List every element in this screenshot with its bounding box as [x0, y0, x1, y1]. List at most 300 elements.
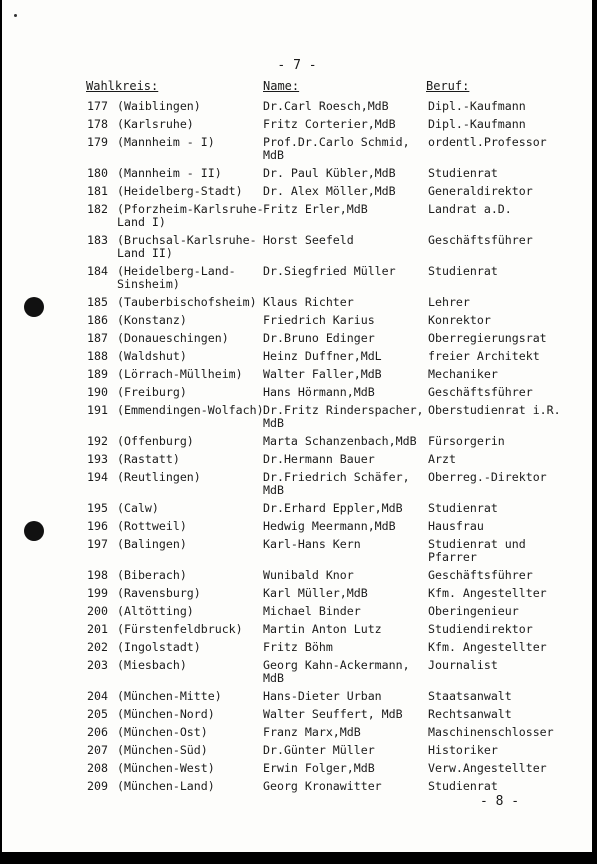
cell-text-line2: MdB: [263, 416, 284, 430]
cell-text: 190: [87, 385, 108, 399]
cell-text: (Reutlingen): [117, 470, 201, 484]
row-name: [263, 623, 382, 636]
row-wahlkreis: [117, 350, 187, 363]
candidate-row: [2, 453, 592, 471]
row-number: [87, 587, 108, 600]
candidate-row: [2, 167, 592, 185]
cell-text: Studiendirektor: [428, 622, 533, 636]
row-number: [87, 471, 108, 484]
cell-text: (München-Land): [117, 779, 215, 793]
row-number: [87, 386, 108, 399]
cell-text: Dr.Fritz Rinderspacher,: [263, 403, 424, 417]
row-number: [87, 605, 108, 618]
cell-text: 189: [87, 367, 108, 381]
candidate-row: [2, 136, 592, 167]
cell-text: 204: [87, 689, 108, 703]
row-beruf: [428, 623, 533, 636]
cell-text: 201: [87, 622, 108, 636]
candidate-row: [2, 605, 592, 623]
cell-text: Dipl.-Kaufmann: [428, 117, 526, 131]
row-beruf: [428, 520, 484, 533]
cell-text: Studienrat: [428, 501, 498, 515]
row-name: [263, 332, 375, 345]
cell-text: (Ingolstadt): [117, 640, 201, 654]
header-name: Name:: [263, 79, 300, 93]
cell-text: (Mannheim - I): [117, 135, 215, 149]
row-wahlkreis: [117, 296, 257, 309]
cell-text: Historiker: [428, 743, 498, 757]
row-number: [87, 623, 108, 636]
row-number: [87, 641, 108, 654]
row-name: [263, 296, 354, 309]
header-beruf: Beruf:: [426, 79, 470, 93]
row-name: [263, 762, 375, 775]
cell-text: 191: [87, 403, 108, 417]
document-page: [2, 0, 592, 852]
row-wahlkreis: [117, 502, 159, 515]
cell-text: Marta Schanzenbach,MdB: [263, 434, 417, 448]
row-beruf: [428, 167, 498, 180]
cell-text: (Waiblingen): [117, 99, 201, 113]
cell-text: Horst Seefeld: [263, 233, 354, 247]
row-wahlkreis: [117, 520, 187, 533]
row-wahlkreis: [117, 386, 187, 399]
cell-text: (München-Ost): [117, 725, 208, 739]
cell-text: Michael Binder: [263, 604, 361, 618]
cell-text: Generaldirektor: [428, 184, 533, 198]
cell-text: (Mannheim - II): [117, 166, 222, 180]
cell-text: Dr.Bruno Edinger: [263, 331, 375, 345]
cell-text: Georg Kronawitter: [263, 779, 382, 793]
punch-hole: [24, 297, 44, 317]
cell-text: (Donaueschingen): [117, 331, 229, 345]
row-beruf: [428, 605, 519, 618]
scan-speck: [14, 14, 17, 17]
cell-text: Walter Faller,MdB: [263, 367, 382, 381]
row-beruf: [428, 471, 547, 484]
cell-text: Studienrat: [428, 264, 498, 278]
cell-text: (Karlsruhe): [117, 117, 194, 131]
cell-text: 177: [87, 99, 108, 113]
cell-text: (Pforzheim-Karlsruhe-: [117, 202, 264, 216]
cell-text: Lehrer: [428, 295, 470, 309]
cell-text: Dr.Carl Roesch,MdB: [263, 99, 389, 113]
row-beruf: [428, 404, 561, 417]
cell-text: Martin Anton Lutz: [263, 622, 382, 636]
row-name: [263, 538, 361, 551]
candidate-list: [2, 100, 592, 798]
row-beruf: [428, 708, 512, 721]
candidate-row: [2, 538, 592, 569]
cell-text: Kfm. Angestellter: [428, 586, 547, 600]
row-number: [87, 520, 108, 533]
candidate-row: [2, 587, 592, 605]
row-number: [87, 234, 108, 247]
row-number: [87, 118, 108, 131]
cell-text: Dr. Alex Möller,MdB: [263, 184, 396, 198]
cell-text: Karl-Hans Kern: [263, 537, 361, 551]
cell-text: Konrektor: [428, 313, 491, 327]
row-number: [87, 265, 108, 278]
cell-text: 187: [87, 331, 108, 345]
cell-text: 182: [87, 202, 108, 216]
row-wahlkreis: [117, 641, 201, 654]
row-beruf: [428, 502, 498, 515]
cell-text: Dr. Paul Kübler,MdB: [263, 166, 396, 180]
row-beruf: [428, 350, 540, 363]
cell-text: (Lörrach-Müllheim): [117, 367, 243, 381]
cell-text: freier Architekt: [428, 349, 540, 363]
candidate-row: [2, 185, 592, 203]
row-name: [263, 780, 382, 793]
cell-text-line2: MdB: [263, 148, 284, 162]
row-wahlkreis: [117, 762, 215, 775]
row-beruf: [428, 265, 498, 278]
row-beruf: [428, 587, 547, 600]
cell-text: Hausfrau: [428, 519, 484, 533]
row-number: [87, 332, 108, 345]
row-wahlkreis: [117, 332, 229, 345]
cell-text: Geschäftsführer: [428, 233, 533, 247]
row-number: [87, 708, 108, 721]
cell-text: Friedrich Karius: [263, 313, 375, 327]
cell-text: Oberreg.-Direktor: [428, 470, 547, 484]
cell-text: Journalist: [428, 658, 498, 672]
cell-text: 202: [87, 640, 108, 654]
row-name: [263, 708, 403, 721]
candidate-row: [2, 744, 592, 762]
candidate-row: [2, 726, 592, 744]
cell-text: (Freiburg): [117, 385, 187, 399]
cell-text: Fritz Corterier,MdB: [263, 117, 396, 131]
cell-text: Klaus Richter: [263, 295, 354, 309]
row-wahlkreis: [117, 569, 187, 582]
cell-text: Hans Hörmann,MdB: [263, 385, 375, 399]
cell-text: 200: [87, 604, 108, 618]
candidate-row: [2, 762, 592, 780]
row-beruf: [428, 314, 491, 327]
row-name: [263, 167, 396, 180]
cell-text: Studienrat: [428, 779, 498, 793]
candidate-row: [2, 332, 592, 350]
candidate-row: [2, 314, 592, 332]
cell-text: (Miesbach): [117, 658, 187, 672]
row-wahlkreis: [117, 659, 187, 672]
cell-text: (Ravensburg): [117, 586, 201, 600]
row-number: [87, 569, 108, 582]
candidate-row: [2, 520, 592, 538]
cell-text: 195: [87, 501, 108, 515]
cell-text: 188: [87, 349, 108, 363]
candidate-row: [2, 100, 592, 118]
cell-text: 205: [87, 707, 108, 721]
cell-text: 194: [87, 470, 108, 484]
cell-text: (Altötting): [117, 604, 194, 618]
cell-text: Fritz Böhm: [263, 640, 333, 654]
row-number: [87, 659, 108, 672]
cell-text: (Tauberbischofsheim): [117, 295, 257, 309]
cell-text: 179: [87, 135, 108, 149]
row-name: [263, 520, 396, 533]
cell-text: Oberingenieur: [428, 604, 519, 618]
cell-text: Fritz Erler,MdB: [263, 202, 368, 216]
candidate-row: [2, 569, 592, 587]
candidate-row: [2, 350, 592, 368]
cell-text: 208: [87, 761, 108, 775]
row-name: [263, 314, 375, 327]
cell-text-line2: MdB: [263, 671, 284, 685]
cell-text: (Fürstenfeldbruck): [117, 622, 243, 636]
row-name: [263, 435, 417, 448]
header-wahlkreis: Wahlkreis:: [86, 79, 159, 93]
row-beruf: [428, 659, 498, 672]
cell-text: Oberregierungsrat: [428, 331, 547, 345]
row-wahlkreis: [117, 690, 222, 703]
row-number: [87, 780, 108, 793]
row-number: [87, 538, 108, 551]
cell-text: (Heidelberg-Stadt): [117, 184, 243, 198]
cell-text: Wunibald Knor: [263, 568, 354, 582]
row-wahlkreis: [117, 605, 194, 618]
row-beruf: [428, 234, 533, 247]
cell-text-line2: MdB: [263, 483, 284, 497]
cell-text: (Waldshut): [117, 349, 187, 363]
row-name: [263, 386, 375, 399]
candidate-row: [2, 368, 592, 386]
row-beruf: [428, 368, 498, 381]
cell-text: Oberstudienrat i.R.: [428, 403, 561, 417]
row-number: [87, 296, 108, 309]
row-beruf: [428, 136, 547, 149]
row-name: [263, 744, 375, 757]
row-wahlkreis: [117, 404, 264, 417]
row-name: [263, 641, 333, 654]
cell-text-line2: Land I): [117, 215, 166, 229]
cell-text: Dipl.-Kaufmann: [428, 99, 526, 113]
row-name: [263, 404, 424, 430]
row-name: [263, 587, 368, 600]
cell-text: Maschinenschlosser: [428, 725, 554, 739]
row-name: [263, 265, 396, 278]
cell-text: Heinz Duffner,MdL: [263, 349, 382, 363]
cell-text: 206: [87, 725, 108, 739]
row-wahlkreis: [117, 623, 243, 636]
cell-text: 196: [87, 519, 108, 533]
candidate-row: [2, 203, 592, 234]
row-beruf: [428, 453, 456, 466]
cell-text: (Konstanz): [117, 313, 187, 327]
cell-text: 178: [87, 117, 108, 131]
row-wahlkreis: [117, 265, 236, 291]
row-name: [263, 100, 389, 113]
candidate-row: [2, 118, 592, 136]
candidate-row: [2, 265, 592, 296]
page-number: - 7 -: [277, 58, 317, 73]
row-beruf: [428, 203, 512, 216]
cell-text: Geschäftsführer: [428, 385, 533, 399]
punch-hole: [24, 521, 44, 541]
cell-text: Dr.Erhard Eppler,MdB: [263, 501, 403, 515]
row-number: [87, 726, 108, 739]
cell-text: 198: [87, 568, 108, 582]
row-beruf: [428, 690, 512, 703]
cell-text: 199: [87, 586, 108, 600]
cell-text: (Biberach): [117, 568, 187, 582]
candidate-row: [2, 386, 592, 404]
row-number: [87, 100, 108, 113]
cell-text: (München-Süd): [117, 743, 208, 757]
row-number: [87, 502, 108, 515]
row-name: [263, 502, 403, 515]
cell-text: (München-West): [117, 761, 215, 775]
row-number: [87, 350, 108, 363]
cell-text: (Rottweil): [117, 519, 187, 533]
row-wahlkreis: [117, 453, 180, 466]
candidate-row: [2, 708, 592, 726]
cell-text: (Calw): [117, 501, 159, 515]
cell-text: Franz Marx,MdB: [263, 725, 361, 739]
cell-text: Dr.Günter Müller: [263, 743, 375, 757]
row-name: [263, 368, 382, 381]
candidate-row: [2, 471, 592, 502]
cell-text: Studienrat: [428, 166, 498, 180]
row-name: [263, 234, 354, 247]
row-name: [263, 203, 368, 216]
candidate-row: [2, 641, 592, 659]
row-wahlkreis: [117, 203, 264, 229]
row-name: [263, 569, 354, 582]
row-wahlkreis: [117, 435, 194, 448]
row-wahlkreis: [117, 587, 201, 600]
row-beruf: [428, 185, 533, 198]
row-name: [263, 350, 382, 363]
row-name: [263, 136, 410, 162]
candidate-row: [2, 234, 592, 265]
row-wahlkreis: [117, 100, 201, 113]
row-beruf: [428, 332, 547, 345]
row-beruf: [428, 118, 526, 131]
cell-text: 181: [87, 184, 108, 198]
row-number: [87, 203, 108, 216]
candidate-row: [2, 435, 592, 453]
row-beruf: [428, 569, 533, 582]
row-name: [263, 118, 396, 131]
cell-text: (Bruchsal-Karlsruhe-: [117, 233, 257, 247]
row-beruf: [428, 538, 526, 564]
row-wahlkreis: [117, 118, 194, 131]
row-beruf: [428, 386, 533, 399]
cell-text: Dr.Friedrich Schäfer,: [263, 470, 410, 484]
cell-text: (München-Nord): [117, 707, 215, 721]
cell-text: Geschäftsführer: [428, 568, 533, 582]
row-beruf: [428, 100, 526, 113]
row-number: [87, 744, 108, 757]
row-name: [263, 659, 410, 685]
cell-text: ordentl.Professor: [428, 135, 547, 149]
cell-text: Hans-Dieter Urban: [263, 689, 382, 703]
row-wahlkreis: [117, 744, 208, 757]
cell-text: Dr.Siegfried Müller: [263, 264, 396, 278]
row-number: [87, 435, 108, 448]
cell-text: 209: [87, 779, 108, 793]
row-number: [87, 314, 108, 327]
cell-text: (München-Mitte): [117, 689, 222, 703]
cell-text: 192: [87, 434, 108, 448]
row-number: [87, 368, 108, 381]
row-number: [87, 167, 108, 180]
cell-text: Studienrat und: [428, 537, 526, 551]
candidate-row: [2, 659, 592, 690]
row-name: [263, 471, 410, 497]
next-page-marker: - 8 -: [480, 794, 520, 809]
cell-text: 183: [87, 233, 108, 247]
row-name: [263, 726, 361, 739]
cell-text-line2: Pfarrer: [428, 550, 477, 564]
cell-text: 180: [87, 166, 108, 180]
row-beruf: [428, 762, 547, 775]
cell-text: (Offenburg): [117, 434, 194, 448]
cell-text: Prof.Dr.Carlo Schmid,: [263, 135, 410, 149]
row-name: [263, 453, 375, 466]
candidate-row: [2, 404, 592, 435]
row-number: [87, 136, 108, 149]
cell-text: Rechtsanwalt: [428, 707, 512, 721]
cell-text: Kfm. Angestellter: [428, 640, 547, 654]
row-wahlkreis: [117, 167, 222, 180]
candidate-row: [2, 690, 592, 708]
cell-text-line2: Sinsheim): [117, 277, 180, 291]
row-wahlkreis: [117, 471, 201, 484]
row-beruf: [428, 780, 498, 793]
row-wahlkreis: [117, 780, 215, 793]
cell-text: Fürsorgerin: [428, 434, 505, 448]
row-beruf: [428, 641, 547, 654]
cell-text: 184: [87, 264, 108, 278]
cell-text: Hedwig Meermann,MdB: [263, 519, 396, 533]
cell-text: 186: [87, 313, 108, 327]
row-number: [87, 453, 108, 466]
cell-text: Walter Seuffert, MdB: [263, 707, 403, 721]
row-beruf: [428, 726, 554, 739]
row-wahlkreis: [117, 538, 187, 551]
row-number: [87, 690, 108, 703]
cell-text: Landrat a.D.: [428, 202, 512, 216]
row-wahlkreis: [117, 314, 187, 327]
cell-text: Mechaniker: [428, 367, 498, 381]
cell-text: Karl Müller,MdB: [263, 586, 368, 600]
cell-text: (Emmendingen-Wolfach): [117, 403, 264, 417]
cell-text-line2: Land II): [117, 246, 173, 260]
row-wahlkreis: [117, 185, 243, 198]
row-number: [87, 404, 108, 417]
candidate-row: [2, 623, 592, 641]
row-wahlkreis: [117, 726, 208, 739]
cell-text: (Balingen): [117, 537, 187, 551]
cell-text: 193: [87, 452, 108, 466]
cell-text: Staatsanwalt: [428, 689, 512, 703]
cell-text: Erwin Folger,MdB: [263, 761, 375, 775]
row-beruf: [428, 744, 498, 757]
row-number: [87, 762, 108, 775]
cell-text: Dr.Hermann Bauer: [263, 452, 375, 466]
cell-text: Verw.Angestellter: [428, 761, 547, 775]
row-wahlkreis: [117, 234, 257, 260]
cell-text: Georg Kahn-Ackermann,: [263, 658, 410, 672]
candidate-row: [2, 502, 592, 520]
row-beruf: [428, 296, 470, 309]
cell-text: 185: [87, 295, 108, 309]
cell-text: 203: [87, 658, 108, 672]
